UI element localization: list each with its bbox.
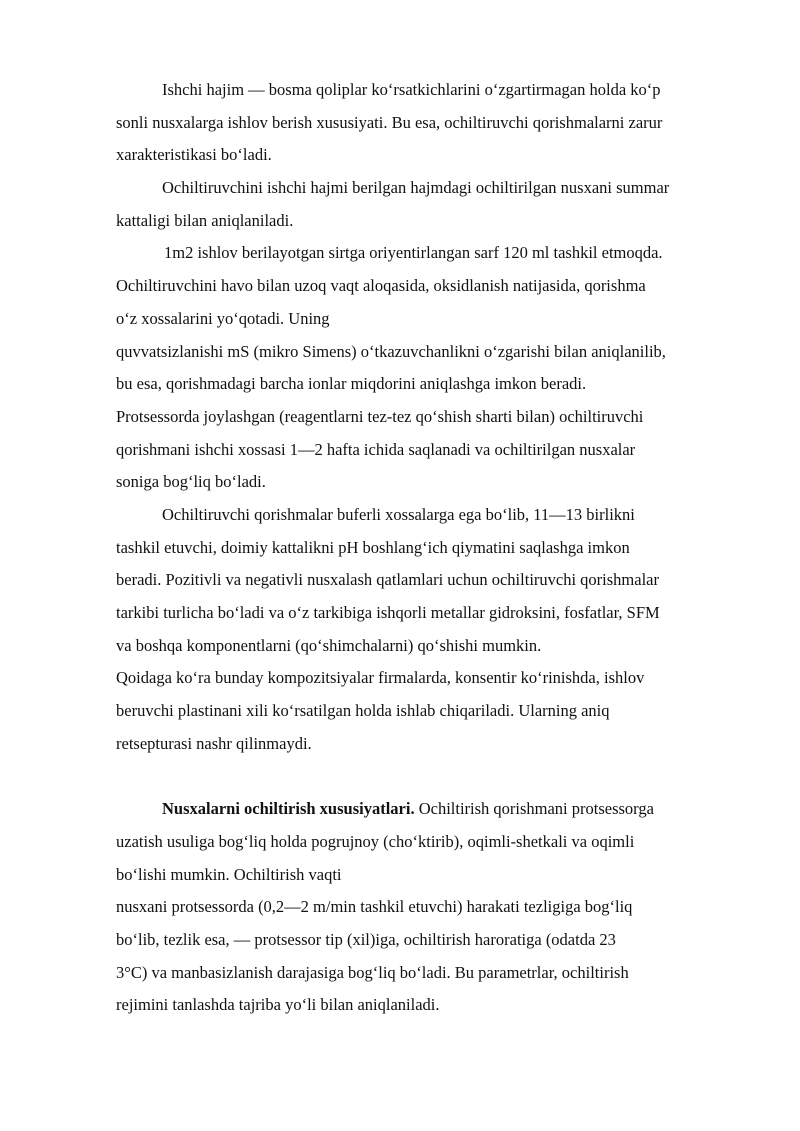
blank-line bbox=[116, 760, 746, 793]
text-line: 3°C) va manbasizlanish darajasiga bog‘liq bo‘ladi. Bu parametrlar, ochiltirish bbox=[116, 962, 629, 982]
text-line: uzatish usuliga bog‘liq holda pogrujnoy (cho‘ktirib), oqimli-shetkali va oqimli bbox=[116, 831, 635, 851]
section-heading: Nusxalarni ochiltirish xususiyatlari. bbox=[162, 799, 415, 819]
text-line: 1m2 ishlov berilayotgan sirtga oriyentirlangan sarf 120 ml tashkil etmoqda. bbox=[164, 243, 663, 263]
text-line: beradi. Pozitivli va negativli nusxalash qatlamlari uchun ochiltiruvchi qorishmalar bbox=[116, 570, 659, 590]
paragraph-consumption bbox=[116, 237, 746, 499]
text-line: bo‘lib, tezlik esa, — protsessor tip (xil)iga, ochiltirish haroratiga (odatda 23 bbox=[116, 929, 616, 949]
text-line: soniga bog‘liq bo‘ladi. bbox=[116, 472, 266, 492]
text-run: Ochiltirish qorishmani protsessorga bbox=[414, 799, 654, 819]
text-line: bu esa, qorishmadagi barcha ionlar miqdorini aniqlashga imkon beradi. bbox=[116, 374, 587, 394]
paragraph-development-features bbox=[116, 793, 746, 1022]
text-line: sonli nusxalarga ishlov berish xususiyati. Bu esa, ochiltiruvchi qorishmalarni zarur bbox=[116, 112, 663, 132]
text-line: Ishchi hajim — bosma qoliplar ko‘rsatkichlarini o‘zgartirmagan holda ko‘p bbox=[162, 80, 661, 99]
text-line: qorishmani ishchi xossasi 1—2 hafta ichida saqlanadi va ochiltirilgan nusxalar bbox=[116, 439, 636, 459]
paragraph-volume-definition bbox=[116, 172, 746, 237]
text-line: tarkibi turlicha bo‘ladi va o‘z tarkibiga ishqorli metallar gidroksini, fosfatlar, SFM bbox=[116, 603, 660, 622]
text-line: beruvchi plastinani xili ko‘rsatilgan holda ishlab chiqariladi. Ularning aniq bbox=[116, 701, 610, 721]
text-line: Ochiltiruvchini ishchi hajmi berilgan hajmdagi ochiltirilgan nusxani summar bbox=[162, 178, 670, 198]
text-line: rejimini tanlashda tajriba yo‘li bilan aniqlaniladi. bbox=[116, 995, 440, 1015]
paragraph-buffer-properties bbox=[116, 499, 746, 761]
text-line: Ochiltiruvchini havo bilan uzoq vaqt aloqasida, oksidlanish natijasida, qorishma bbox=[116, 276, 646, 296]
text-line: va boshqa komponentlarni (qo‘shimchalarni) qo‘shishi mumkin. bbox=[116, 635, 542, 655]
text-line: Protsessorda joylashgan (reagentlarni tez-tez qo‘shish sharti bilan) ochiltiruvchi bbox=[116, 406, 644, 426]
text-line bbox=[116, 793, 746, 826]
text-line: xarakteristikasi bo‘ladi. bbox=[116, 145, 272, 165]
text-line: tashkil etuvchi, doimiy kattalikni pH boshlang‘ich qiymatini saqlashga imkon bbox=[116, 537, 630, 557]
text-line: retsepturasi nashr qilinmaydi. bbox=[116, 733, 312, 753]
text-line: Qoidaga ko‘ra bunday kompozitsiyalar firmalarda, konsentir ko‘rinishda, ishlov bbox=[116, 668, 645, 688]
text-line: o‘z xossalarini yo‘qotadi. Uning bbox=[116, 308, 330, 328]
text-line: kattaligi bilan aniqlaniladi. bbox=[116, 210, 294, 230]
text-line: nusxani protsessorda (0,2—2 m/min tashkil etuvchi) harakati tezligiga bog‘liq bbox=[116, 897, 633, 917]
text-line: bo‘lishi mumkin. Ochiltirish vaqti bbox=[116, 864, 342, 884]
text-line: Ochiltiruvchi qorishmalar buferli xossalarga ega bo‘lib, 11—13 birlikni bbox=[162, 504, 635, 524]
text-line: quvvatsizlanishi mS (mikro Simens) o‘tkazuvchanlikni o‘zgarishi bilan aniqlanilib, bbox=[116, 341, 666, 361]
paragraph-working-volume bbox=[116, 74, 746, 172]
document-page bbox=[116, 74, 746, 1022]
